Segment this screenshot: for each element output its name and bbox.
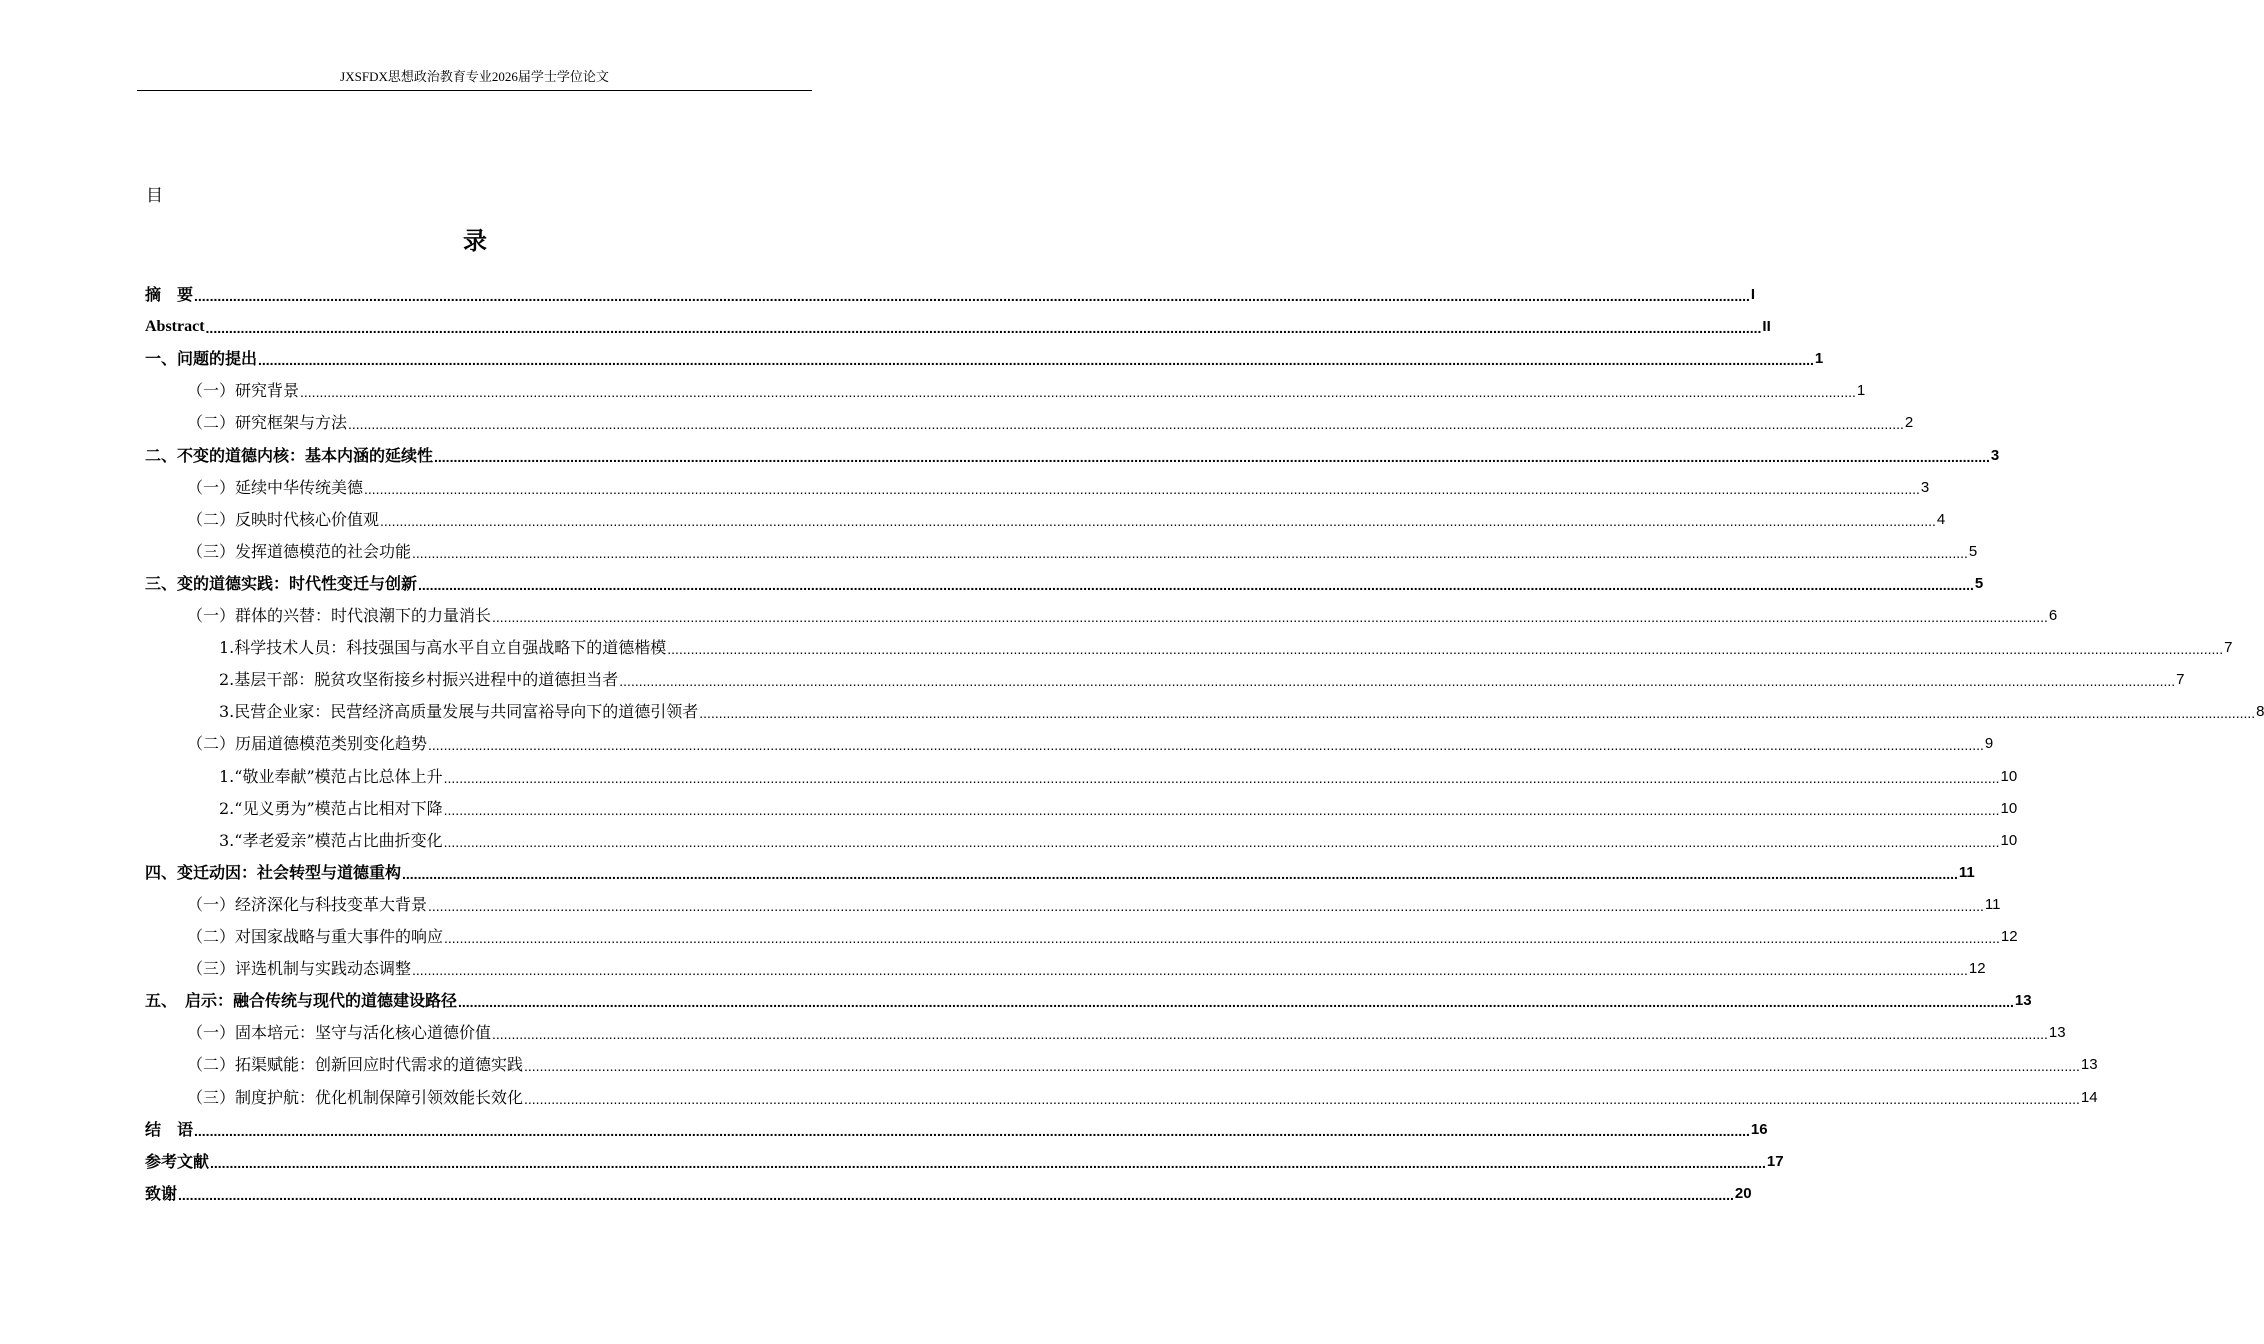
toc-entry-page: 11 — [1984, 896, 2001, 913]
toc-entry-page: II — [1762, 318, 1771, 335]
toc-entry-page: 1 — [1856, 382, 1866, 399]
toc-entry-page: 13 — [2014, 992, 2032, 1009]
toc-entry-label: （二）反映时代核心价值观 — [187, 510, 380, 529]
toc-entry-label: （一）延续中华传统美德 — [187, 478, 364, 497]
toc-entry-page: 10 — [2000, 832, 2018, 849]
toc-entry[interactable] — [145, 346, 1824, 370]
toc-dot-leader: ................................................................................................................................................................................................................................................................................................................................................................................................................ — [492, 1026, 2048, 1042]
toc-entry-page: 13 — [2080, 1056, 2098, 1073]
toc-entry[interactable] — [145, 282, 1756, 306]
toc-entry[interactable] — [187, 507, 1946, 531]
toc-entry[interactable] — [187, 956, 1986, 980]
toc-entry-label: 一、问题的提出 — [145, 349, 258, 368]
toc-entry-page: 3 — [1920, 479, 1930, 496]
toc-entry-page: 7 — [2176, 671, 2185, 688]
toc-entry[interactable] — [187, 1085, 2098, 1109]
toc-entry[interactable] — [219, 667, 2185, 691]
toc-entry-page: 9 — [1984, 735, 1994, 752]
toc-entry-label: （三）发挥道德模范的社会功能 — [187, 542, 412, 561]
toc-entry-label: （一）经济深化与科技变革大背景 — [187, 895, 428, 914]
toc-entry-page: 10 — [2000, 800, 2018, 817]
toc-entry-page: 13 — [2048, 1024, 2066, 1041]
toc-entry[interactable] — [145, 571, 1984, 595]
toc-entry-page: 4 — [1936, 511, 1946, 528]
toc-entry-page: 12 — [1968, 960, 1986, 977]
toc-entry-page: 11 — [1958, 864, 1975, 881]
toc-dot-leader: ................................................................................................................................................................................................................................................................................................................................................................................................................ — [619, 673, 2176, 689]
toc-dot-leader: ................................................................................................................................................................................................................................................................................................................................................................................................................ — [402, 866, 1958, 882]
toc-entry-label: （一）群体的兴替：时代浪潮下的力量消长 — [187, 606, 492, 625]
toc-entry[interactable] — [187, 475, 1930, 499]
toc-entry-page: 1 — [1814, 350, 1824, 367]
toc-dot-leader: ................................................................................................................................................................................................................................................................................................................................................................................................................ — [418, 577, 1974, 593]
toc-title-part2: 录 — [463, 226, 487, 255]
toc-entry-page: 14 — [2080, 1089, 2098, 1106]
toc-entry-label: 四、变迁动因：社会转型与道德重构 — [145, 863, 402, 882]
toc-entry-page: 17 — [1766, 1153, 1784, 1170]
toc-entry[interactable] — [187, 410, 1914, 434]
toc-entry-page: 10 — [2000, 768, 2018, 785]
toc-dot-leader: ................................................................................................................................................................................................................................................................................................................................................................................................................ — [258, 352, 1814, 368]
toc-entry[interactable] — [145, 1149, 1784, 1173]
toc-entry-page: 7 — [2224, 639, 2233, 656]
toc-dot-leader: ................................................................................................................................................................................................................................................................................................................................................................................................................ — [348, 416, 1904, 432]
toc-entry[interactable] — [219, 796, 2018, 820]
toc-entry-label: （一）固本培元：坚守与活化核心道德价值 — [187, 1023, 492, 1042]
toc-entry[interactable] — [187, 1052, 2098, 1076]
toc-entry-label: （三）评选机制与实践动态调整 — [187, 959, 412, 978]
toc-dot-leader: ................................................................................................................................................................................................................................................................................................................................................................................................................ — [428, 737, 1984, 753]
toc-dot-leader: ................................................................................................................................................................................................................................................................................................................................................................................................................ — [524, 1091, 2080, 1107]
toc-entry-label: （一）研究背景 — [187, 381, 300, 400]
toc-entry[interactable] — [187, 539, 1978, 563]
toc-dot-leader: ................................................................................................................................................................................................................................................................................................................................................................................................................ — [699, 705, 2256, 721]
toc-entry-label: 3.民营企业家：民营经济高质量发展与共同富裕导向下的道德引领者 — [219, 702, 699, 721]
toc-entry[interactable] — [219, 828, 2018, 852]
toc-dot-leader: ................................................................................................................................................................................................................................................................................................................................................................................................................ — [210, 1155, 1766, 1171]
toc-dot-leader: ................................................................................................................................................................................................................................................................................................................................................................................................................ — [412, 962, 1968, 978]
toc-entry-page: I — [1750, 286, 1756, 303]
toc-entry-page: 20 — [1734, 1185, 1752, 1202]
toc-entry[interactable] — [145, 1181, 1752, 1205]
toc-entry-page: 2 — [1904, 414, 1914, 431]
toc-entry-label: 2.“见义勇为”模范占比相对下降 — [219, 799, 443, 818]
toc-dot-leader: ................................................................................................................................................................................................................................................................................................................................................................................................................ — [364, 481, 1920, 497]
header-title: JXSFDX思想政治教育专业2026届学士学位论文 — [340, 69, 609, 84]
toc-dot-leader: ................................................................................................................................................................................................................................................................................................................................................................................................................ — [443, 834, 2000, 850]
toc-entry[interactable] — [187, 378, 1866, 402]
toc-entry-label: （二）拓渠赋能：创新回应时代需求的道德实践 — [187, 1055, 524, 1074]
toc-entry-label: 1.科学技术人员：科技强国与高水平自立自强战略下的道德楷模 — [219, 638, 667, 657]
toc-entry[interactable] — [187, 603, 2058, 627]
toc-entry-label: 3.“孝老爱亲”模范占比曲折变化 — [219, 831, 443, 850]
toc-dot-leader: ................................................................................................................................................................................................................................................................................................................................................................................................................ — [434, 449, 1990, 465]
toc-dot-leader: ................................................................................................................................................................................................................................................................................................................................................................................................................ — [524, 1058, 2080, 1074]
toc-entry-page: 12 — [2000, 928, 2018, 945]
toc-entry-label: Abstract — [145, 318, 205, 335]
toc-entry[interactable] — [145, 443, 2000, 467]
toc-entry-label: （二）历届道德模范类别变化趋势 — [187, 734, 428, 753]
toc-entry-page: 5 — [1968, 543, 1978, 560]
toc-dot-leader: ................................................................................................................................................................................................................................................................................................................................................................................................................ — [194, 1123, 1750, 1139]
toc-dot-leader: ................................................................................................................................................................................................................................................................................................................................................................................................................ — [380, 513, 1936, 529]
toc-entry[interactable] — [145, 314, 1771, 338]
toc-dot-leader: ................................................................................................................................................................................................................................................................................................................................................................................................................ — [443, 802, 2000, 818]
toc-entry-label: 二、不变的道德内核：基本内涵的延续性 — [145, 446, 434, 465]
toc-dot-leader: ................................................................................................................................................................................................................................................................................................................................................................................................................ — [412, 545, 1968, 561]
toc-dot-leader: ................................................................................................................................................................................................................................................................................................................................................................................................................ — [194, 288, 1750, 304]
toc-dot-leader: ................................................................................................................................................................................................................................................................................................................................................................................................................ — [428, 898, 1984, 914]
toc-dot-leader: ................................................................................................................................................................................................................................................................................................................................................................................................................ — [178, 1187, 1734, 1203]
toc-dot-leader: ................................................................................................................................................................................................................................................................................................................................................................................................................ — [492, 609, 2048, 625]
toc-title-part1: 目 — [146, 186, 163, 206]
toc-entry-label: 2.基层干部：脱贫攻坚衔接乡村振兴进程中的道德担当者 — [219, 670, 619, 689]
toc-dot-leader: ................................................................................................................................................................................................................................................................................................................................................................................................................ — [300, 384, 1856, 400]
toc-entry-label: 结 语 — [145, 1120, 194, 1139]
toc-entry-label: 三、变的道德实践：时代性变迁与创新 — [145, 574, 418, 593]
toc-entry-label: 参考文献 — [145, 1152, 210, 1171]
toc-dot-leader: ................................................................................................................................................................................................................................................................................................................................................................................................................ — [458, 994, 2014, 1010]
toc-entry-page: 6 — [2048, 607, 2058, 624]
toc-entry[interactable] — [145, 1117, 1768, 1141]
toc-entry-label: 1.“敬业奉献”模范占比总体上升 — [219, 767, 443, 786]
toc-entry[interactable] — [145, 988, 2032, 1012]
toc-entry-label: 摘 要 — [145, 285, 194, 304]
toc-entry[interactable] — [219, 699, 2264, 723]
toc-dot-leader: ................................................................................................................................................................................................................................................................................................................................................................................................................ — [443, 770, 2000, 786]
toc-entry-label: （三）制度护航：优化机制保障引领效能长效化 — [187, 1088, 524, 1107]
toc-entry-page: 5 — [1974, 575, 1984, 592]
toc-entry[interactable] — [219, 764, 2018, 788]
toc-dot-leader: ................................................................................................................................................................................................................................................................................................................................................................................................................ — [205, 320, 1762, 336]
toc-entry[interactable] — [187, 924, 2018, 948]
toc-entry-page: 3 — [1990, 447, 2000, 464]
toc-entry-label: 五、 启示：融合传统与现代的道德建设路径 — [145, 991, 458, 1010]
toc-dot-leader: ................................................................................................................................................................................................................................................................................................................................................................................................................ — [667, 641, 2224, 657]
toc-entry-label: （二）研究框架与方法 — [187, 413, 348, 432]
toc-entry-page: 8 — [2256, 703, 2264, 720]
toc-entry-label: 致谢 — [145, 1184, 178, 1203]
toc-entry[interactable] — [187, 1020, 2066, 1044]
toc-entry-page: 16 — [1750, 1121, 1768, 1138]
toc-entry[interactable] — [219, 635, 2233, 659]
toc-entry-label: （二）对国家战略与重大事件的响应 — [187, 927, 444, 946]
toc-entry[interactable] — [187, 892, 2001, 916]
toc-dot-leader: ................................................................................................................................................................................................................................................................................................................................................................................................................ — [444, 930, 2000, 946]
page-header — [137, 68, 812, 91]
toc-entry[interactable] — [145, 860, 1975, 884]
toc-entry[interactable] — [187, 731, 1994, 755]
